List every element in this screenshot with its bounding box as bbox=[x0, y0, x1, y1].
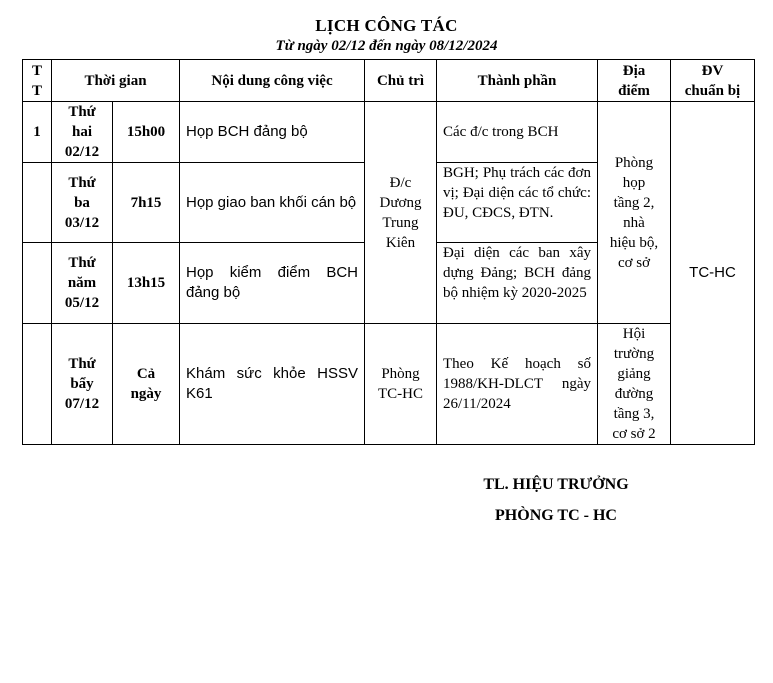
signature-title: TL. HIỆU TRƯỞNG bbox=[483, 476, 629, 493]
row-content: Họp BCH đảng bộ bbox=[180, 102, 365, 163]
row-tt bbox=[23, 163, 52, 243]
col-header-prep-unit: ĐV chuẩn bị bbox=[671, 60, 755, 102]
schedule-table bbox=[22, 59, 755, 445]
row-hour: 13h15 bbox=[113, 243, 180, 324]
row-participants: BGH; Phụ trách các đơn vị; Đại diện các tổ chức: ĐU, CĐCS, ĐTN. bbox=[437, 163, 598, 243]
row-hour: Cả ngày bbox=[113, 324, 180, 445]
col-header-content: Nội dung công việc bbox=[180, 60, 365, 102]
row-hour: 7h15 bbox=[113, 163, 180, 243]
row-tt: 1 bbox=[23, 102, 52, 163]
row-day: Thứ ba 03/12 bbox=[52, 163, 113, 243]
table-row bbox=[23, 324, 755, 445]
col-header-participants: Thành phần bbox=[437, 60, 598, 102]
signature-department: PHÒNG TC - HC bbox=[495, 507, 617, 524]
table-header-row bbox=[23, 60, 755, 102]
row-participants: Đại diện các ban xây dựng Đảng; BCH đảng bộ nhiệm kỳ 2020-2025 bbox=[437, 243, 598, 324]
col-header-time: Thời gian bbox=[52, 60, 180, 102]
row-tt bbox=[23, 243, 52, 324]
row-content: Khám sức khỏe HSSV K61 bbox=[180, 324, 365, 445]
row-day: Thứ bẩy 07/12 bbox=[52, 324, 113, 445]
table-row bbox=[23, 102, 755, 163]
row-content: Họp giao ban khối cán bộ bbox=[180, 163, 365, 243]
col-header-tt: T T bbox=[23, 60, 52, 102]
col-header-chair: Chủ trì bbox=[365, 60, 437, 102]
row-day: Thứ năm 05/12 bbox=[52, 243, 113, 324]
row-participants: Các đ/c trong BCH bbox=[437, 102, 598, 163]
row-tt bbox=[23, 324, 52, 445]
chair-cell-last: Phòng TC-HC bbox=[365, 324, 437, 445]
document-subtitle: Từ ngày 02/12 đến ngày 08/12/2024 bbox=[275, 38, 498, 54]
chair-cell: Đ/c Dương Trung Kiên bbox=[365, 102, 437, 324]
col-header-location: Địa điểm bbox=[598, 60, 671, 102]
location-cell-last: Hội trường giảng đường tầng 3, cơ sở 2 bbox=[598, 324, 671, 445]
document-title: LỊCH CÔNG TÁC bbox=[315, 16, 458, 35]
row-content: Họp kiểm điểm BCH đảng bộ bbox=[180, 243, 365, 324]
location-cell: Phòng họp tầng 2, nhà hiệu bộ, cơ sở bbox=[598, 102, 671, 324]
prep-unit-cell: TC-HC bbox=[671, 102, 755, 445]
row-day: Thứ hai 02/12 bbox=[52, 102, 113, 163]
row-participants: Theo Kế hoạch số 1988/KH-DLCT ngày 26/11/2024 bbox=[437, 324, 598, 445]
row-hour: 15h00 bbox=[113, 102, 180, 163]
